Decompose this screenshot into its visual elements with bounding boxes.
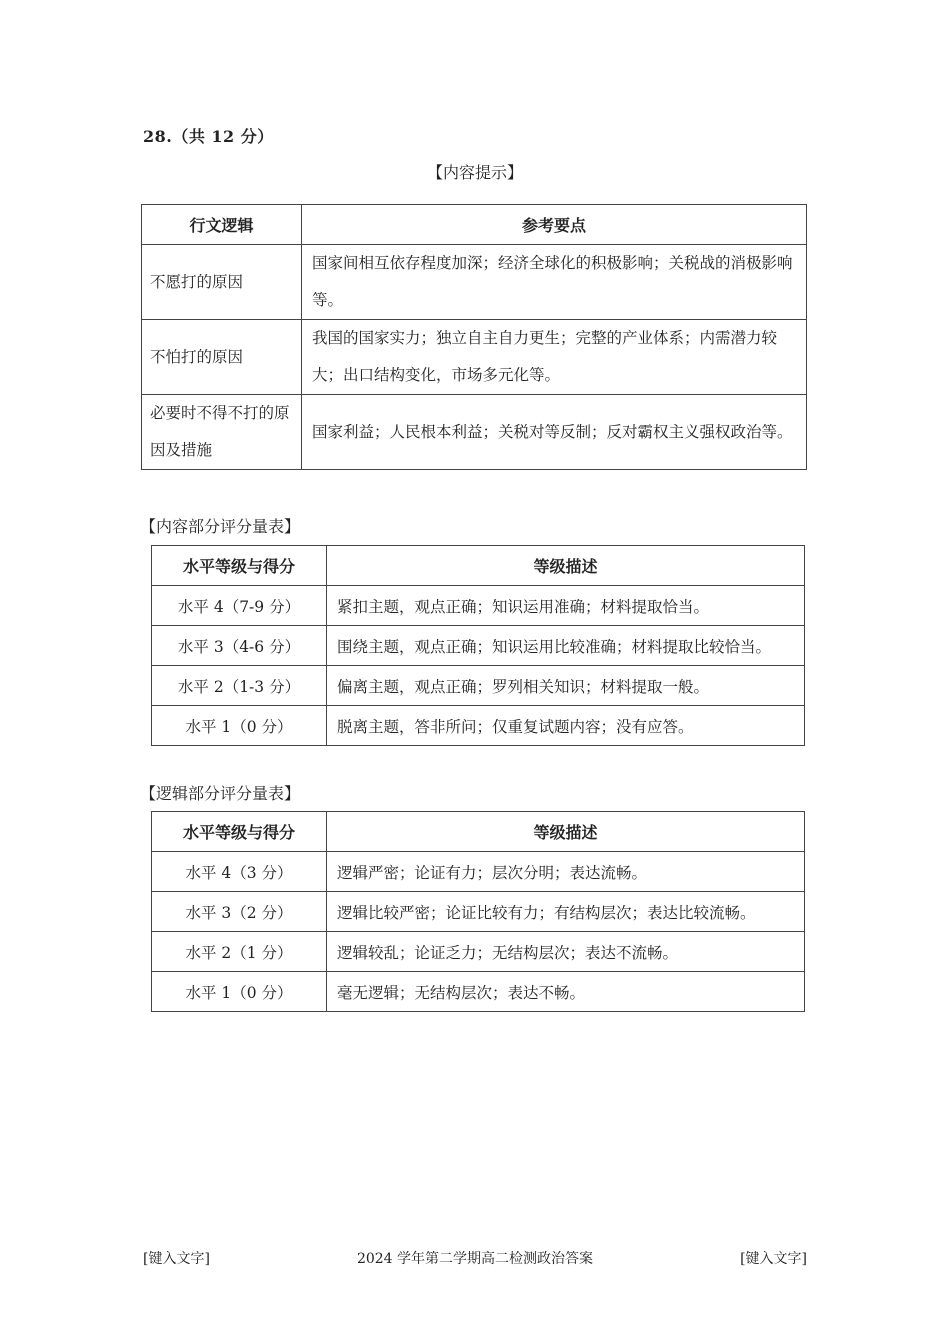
header-points: 参考要点 bbox=[302, 205, 807, 245]
table-row bbox=[152, 586, 805, 626]
level-cell: 水平 1（0 分） bbox=[152, 972, 327, 1012]
table-row bbox=[152, 852, 805, 892]
desc-cell: 偏离主题，观点正确；罗列相关知识；材料提取一般。 bbox=[327, 666, 805, 706]
question-title: 28.（共 12 分） bbox=[143, 127, 274, 146]
table-header-row bbox=[142, 205, 807, 245]
table-row bbox=[152, 706, 805, 746]
table-row bbox=[152, 972, 805, 1012]
content-rubric-table bbox=[151, 545, 805, 746]
footer-right: [键入文字] bbox=[740, 1251, 807, 1267]
header-logic: 行文逻辑 bbox=[142, 205, 302, 245]
level-cell: 水平 1（0 分） bbox=[152, 706, 327, 746]
level-cell: 水平 4（3 分） bbox=[152, 852, 327, 892]
level-cell: 水平 2（1 分） bbox=[152, 932, 327, 972]
logic-cell: 必要时不得不打的原因及措施 bbox=[142, 395, 302, 470]
desc-cell: 逻辑较乱；论证乏力；无结构层次；表达不流畅。 bbox=[327, 932, 805, 972]
level-cell: 水平 2（1-3 分） bbox=[152, 666, 327, 706]
level-cell: 水平 4（7-9 分） bbox=[152, 586, 327, 626]
table-header-row bbox=[152, 546, 805, 586]
footer-center: 2024 学年第二学期高二检测政治答案 bbox=[356, 1251, 594, 1267]
hint-table bbox=[141, 204, 807, 470]
logic-rubric-table bbox=[151, 811, 805, 1012]
desc-cell: 逻辑严密；论证有力；层次分明；表达流畅。 bbox=[327, 852, 805, 892]
table-row bbox=[142, 395, 807, 470]
table-row bbox=[152, 892, 805, 932]
footer-left: [键入文字] bbox=[143, 1251, 210, 1267]
desc-cell: 围绕主题，观点正确；知识运用比较准确；材料提取比较恰当。 bbox=[327, 626, 805, 666]
desc-cell: 逻辑比较严密；论证比较有力；有结构层次；表达比较流畅。 bbox=[327, 892, 805, 932]
table-row bbox=[152, 666, 805, 706]
level-cell: 水平 3（4-6 分） bbox=[152, 626, 327, 666]
table-row bbox=[142, 245, 807, 320]
points-cell: 国家利益；人民根本利益；关税对等反制；反对霸权主义强权政治等。 bbox=[302, 395, 807, 470]
points-cell: 我国的国家实力；独立自主自力更生；完整的产业体系；内需潜力较大；出口结构变化，市场多元化等。 bbox=[302, 320, 807, 395]
logic-cell: 不怕打的原因 bbox=[142, 320, 302, 395]
header-desc: 等级描述 bbox=[327, 812, 805, 852]
logic-rubric-title: 【逻辑部分评分量表】 bbox=[140, 784, 301, 803]
header-desc: 等级描述 bbox=[327, 546, 805, 586]
table-header-row bbox=[152, 812, 805, 852]
desc-cell: 脱离主题，答非所问；仅重复试题内容；没有应答。 bbox=[327, 706, 805, 746]
desc-cell: 紧扣主题，观点正确；知识运用准确；材料提取恰当。 bbox=[327, 586, 805, 626]
desc-cell: 毫无逻辑；无结构层次；表达不畅。 bbox=[327, 972, 805, 1012]
hint-title: 【内容提示】 bbox=[426, 163, 523, 182]
points-cell: 国家间相互依存程度加深；经济全球化的积极影响；关税战的消极影响等。 bbox=[302, 245, 807, 320]
content-rubric-title: 【内容部分评分量表】 bbox=[140, 517, 301, 536]
table-row bbox=[152, 626, 805, 666]
table-row bbox=[142, 320, 807, 395]
level-cell: 水平 3（2 分） bbox=[152, 892, 327, 932]
header-level: 水平等级与得分 bbox=[152, 546, 327, 586]
header-level: 水平等级与得分 bbox=[152, 812, 327, 852]
logic-cell: 不愿打的原因 bbox=[142, 245, 302, 320]
table-row bbox=[152, 932, 805, 972]
